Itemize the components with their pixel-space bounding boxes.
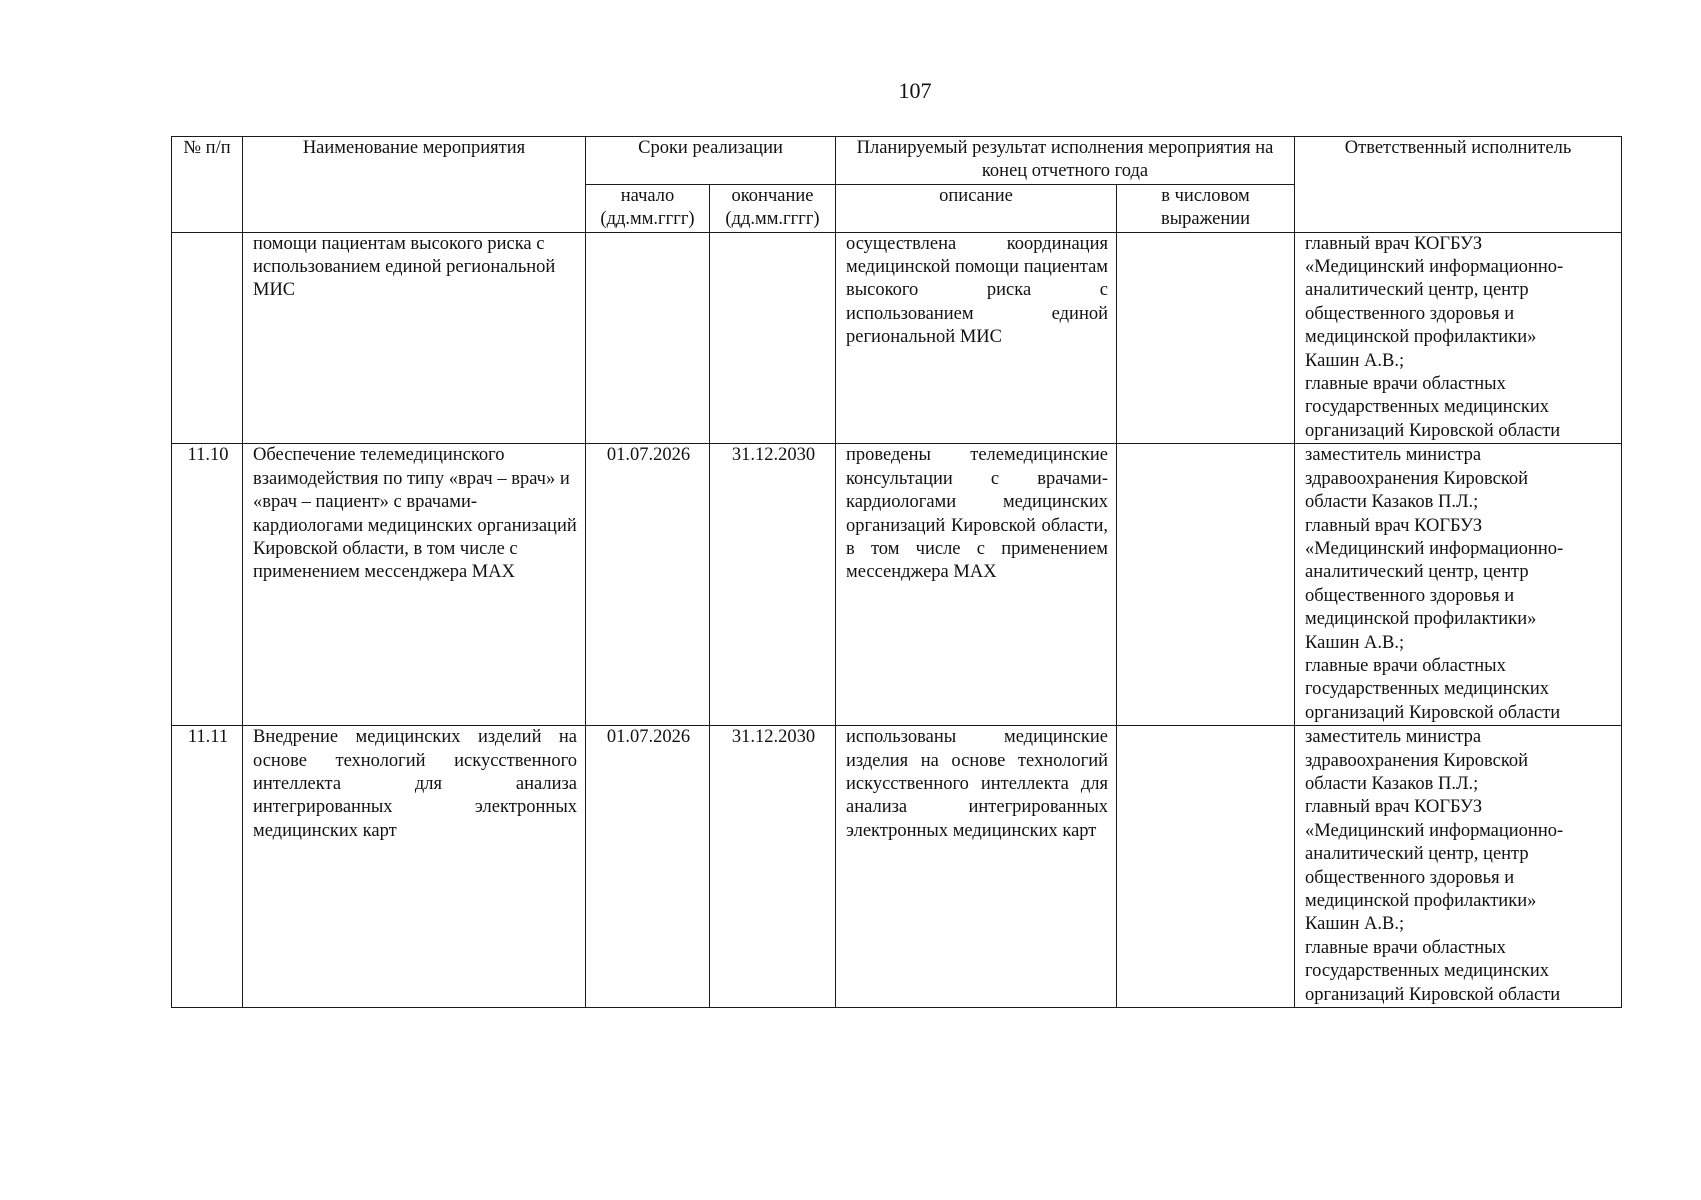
responsible-line: медицинской профилактики» [1305, 327, 1537, 348]
row-name: помощи пациентам высокого риска с использованием единой региональной МИС [243, 232, 586, 444]
responsible-line: области Казаков П.Л.; [1305, 492, 1479, 513]
responsible-line: главные врачи областных [1305, 655, 1506, 676]
responsible-line: главный врач КОГБУЗ [1305, 797, 1483, 818]
row-start: 01.07.2026 [586, 726, 710, 1008]
measures-table [171, 136, 1622, 1008]
responsible-line: медицинской профилактики» [1305, 609, 1537, 630]
row-end [710, 232, 836, 444]
responsible-line: главные врачи областных [1305, 374, 1506, 395]
header-numeric: в числовом выражении [1117, 184, 1295, 232]
row-responsible [1295, 444, 1622, 726]
table-row [172, 726, 1622, 1008]
row-end: 31.12.2030 [710, 444, 836, 726]
row-start [586, 232, 710, 444]
row-desc: проведены телемедицинские консультации с врачами-кардиологами медицинских организаций Кировской области, в том числе с применением мессенджера МАХ [836, 444, 1117, 726]
table-row [172, 444, 1622, 726]
header-row-1 [172, 137, 1622, 185]
responsible-line: здравоохранения Кировской [1305, 468, 1529, 489]
header-name: Наименование мероприятия [243, 137, 586, 233]
responsible-line: главные врачи областных [1305, 937, 1506, 958]
responsible-line: общественного здоровья и [1305, 867, 1515, 888]
header-terms: Сроки реализации [586, 137, 836, 185]
responsible-line: организаций Кировской области [1305, 420, 1561, 441]
responsible-line: области Казаков П.Л.; [1305, 773, 1479, 794]
responsible-line: аналитический центр, центр [1305, 844, 1529, 865]
row-numeric [1117, 232, 1295, 444]
row-desc: использованы медицинские изделия на основе технологий искусственного интеллекта для анализа интегрированных электронных медицинских карт [836, 726, 1117, 1008]
header-end: окончание (дд.мм.гггг) [710, 184, 836, 232]
responsible-line: Кашин А.В.; [1305, 632, 1405, 653]
responsible-line: заместитель министра [1305, 727, 1482, 748]
responsible-line: организаций Кировской области [1305, 702, 1561, 723]
table-row [172, 232, 1622, 444]
responsible-line: здравоохранения Кировской [1305, 750, 1529, 771]
responsible-line: Кашин А.В.; [1305, 350, 1405, 371]
page-number: 107 [898, 78, 932, 103]
responsible-line: Кашин А.В.; [1305, 914, 1405, 935]
responsible-line: аналитический центр, центр [1305, 280, 1529, 301]
responsible-line: главный врач КОГБУЗ [1305, 233, 1483, 254]
responsible-line: медицинской профилактики» [1305, 891, 1537, 911]
row-name: Обеспечение телемедицинского взаимодействия по типу «врач – врач» и «врач – пациент» с врачами-кардиологами медицинских организаций Кировской области, в том числе с применением мессенджера МАХ [243, 444, 586, 726]
responsible-line: государственных медицинских [1305, 679, 1550, 700]
responsible-line: заместитель министра [1305, 445, 1482, 466]
row-end: 31.12.2030 [710, 726, 836, 1008]
responsible-line: «Медицинский информационно- [1305, 538, 1564, 559]
header-desc: описание [836, 184, 1117, 232]
row-num: 11.10 [172, 444, 243, 726]
responsible-line: общественного здоровья и [1305, 303, 1515, 324]
header-responsible: Ответственный исполнитель [1295, 137, 1622, 233]
responsible-line: организаций Кировской области [1305, 984, 1561, 1005]
responsible-line: «Медицинский информационно- [1305, 257, 1564, 278]
row-name: Внедрение медицинских изделий на основе технологий искусственного интеллекта для анализа интегрированных электронных медицинских карт [243, 726, 586, 1008]
responsible-line: общественного здоровья и [1305, 585, 1515, 606]
row-responsible [1295, 726, 1622, 1008]
responsible-line: государственных медицинских [1305, 397, 1550, 418]
row-num [172, 232, 243, 444]
header-num: № п/п [172, 137, 243, 233]
header-result: Планируемый результат исполнения мероприятия на конец отчетного года [836, 137, 1295, 185]
row-numeric [1117, 726, 1295, 1008]
row-start: 01.07.2026 [586, 444, 710, 726]
row-responsible [1295, 232, 1622, 444]
responsible-line: «Медицинский информационно- [1305, 820, 1564, 841]
header-start: начало (дд.мм.гггг) [586, 184, 710, 232]
responsible-line: аналитический центр, центр [1305, 562, 1529, 583]
row-desc: осуществлена координация медицинской помощи пациентам высокого риска с использованием единой региональной МИС [836, 232, 1117, 444]
row-num: 11.11 [172, 726, 243, 1008]
responsible-line: главный врач КОГБУЗ [1305, 515, 1483, 536]
responsible-line: государственных медицинских [1305, 961, 1550, 982]
row-numeric [1117, 444, 1295, 726]
